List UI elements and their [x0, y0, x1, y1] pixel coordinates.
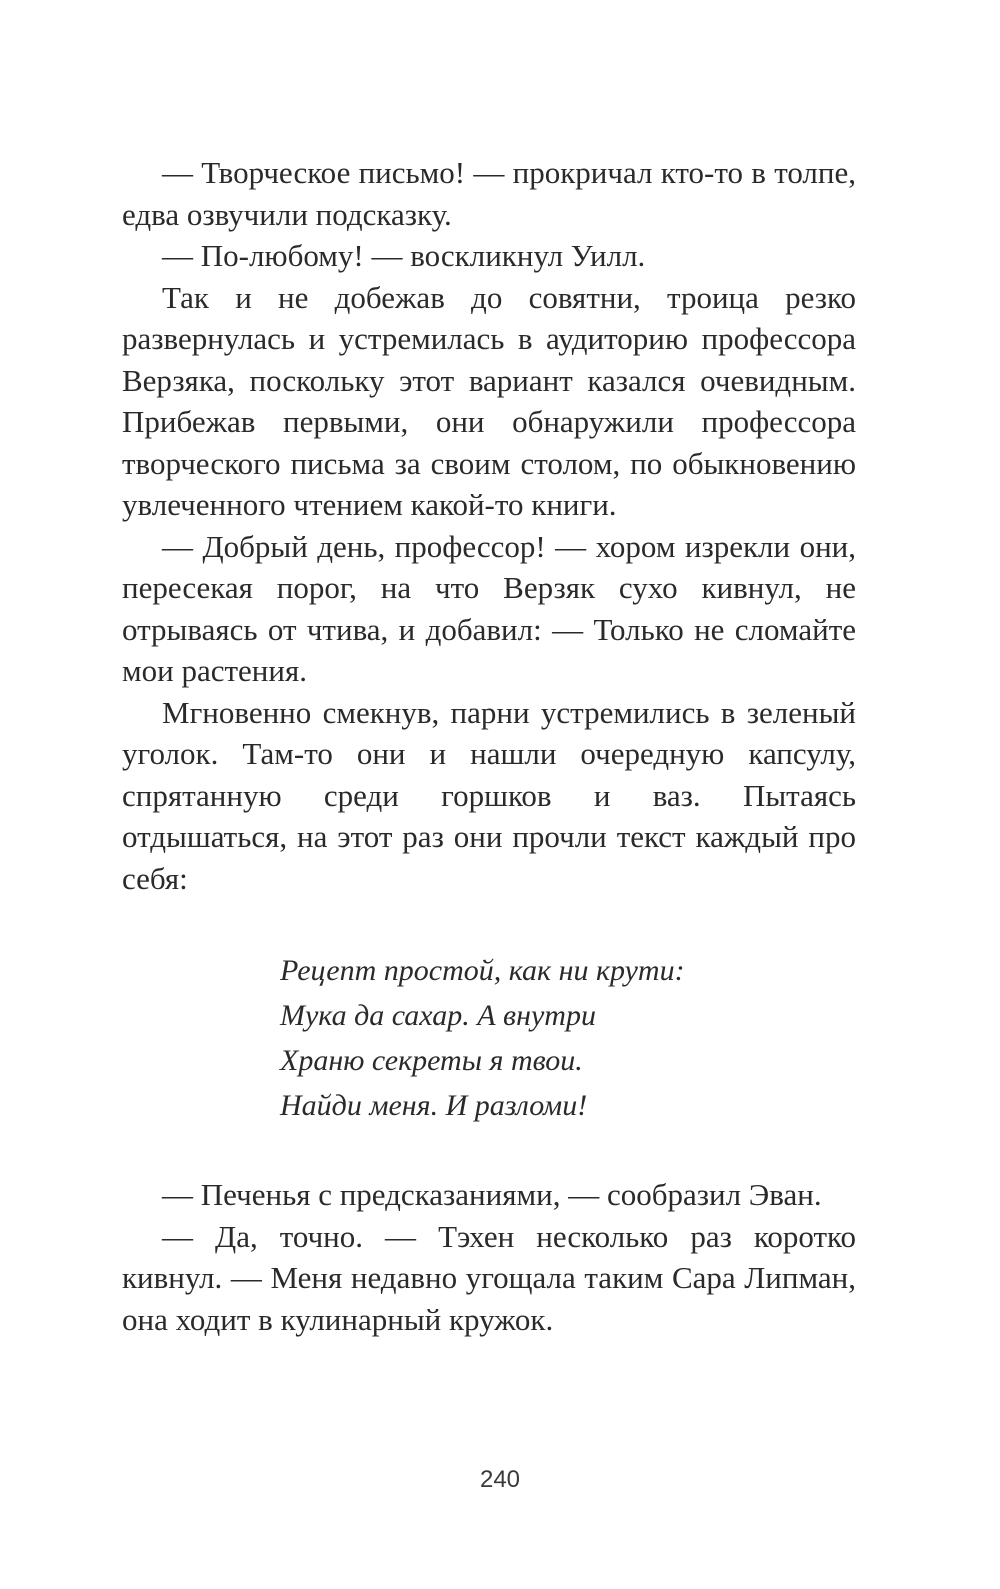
poem-line-4: Найди меня. И разломи! [280, 1089, 588, 1122]
paragraph-6: — Печенья с предсказаниями, — сообразил Эван. [162, 1177, 822, 1212]
paragraph-4: — Добрый день, профессор! — хором изрекли они, пересекая порог, на что Верзяк сухо кивнул, не отрываясь от чтива, и добавил: — Только не сломайте мои растения. [122, 528, 856, 688]
poem-line-1: Рецепт простой, как ни крути: [280, 954, 685, 987]
page-text [122, 152, 856, 1340]
poem-line-3: Храню секреты я твои. [280, 1044, 583, 1077]
paragraph-2: — По-любому! — воскликнул Уилл. [162, 238, 646, 273]
paragraph-7: — Да, точно. — Тэхен несколько раз коротко кивнул. — Меня недавно угощала таким Сара Липман, она ходит в кулинарный кружок. [122, 1218, 856, 1337]
paragraph-5: Мгновенно смекнув, парни устремились в зеленый уголок. Там-то они и нашли очередную капсулу, спрятанную среди горшков и ваз. Пытаясь отдышаться, на этот раз они прочли текст каждый про себя: [122, 694, 856, 896]
page-number: 240 [479, 1466, 521, 1493]
paragraph-1: — Творческое письмо! — прокричал кто-то в толпе, едва озвучили подсказку. [122, 155, 856, 232]
poem-line-2: Мука да сахар. А внутри [280, 999, 596, 1032]
poem [122, 948, 856, 1128]
paragraph-3: Так и не добежав до совятни, троица резко развернулась и устремилась в аудиторию профессора Верзяка, поскольку этот вариант казался очевидным. Прибежав первыми, они обнаружили профессора творческого письма за своим столом, по обыкновению увлеченного чтением какой-то книги. [122, 279, 856, 522]
